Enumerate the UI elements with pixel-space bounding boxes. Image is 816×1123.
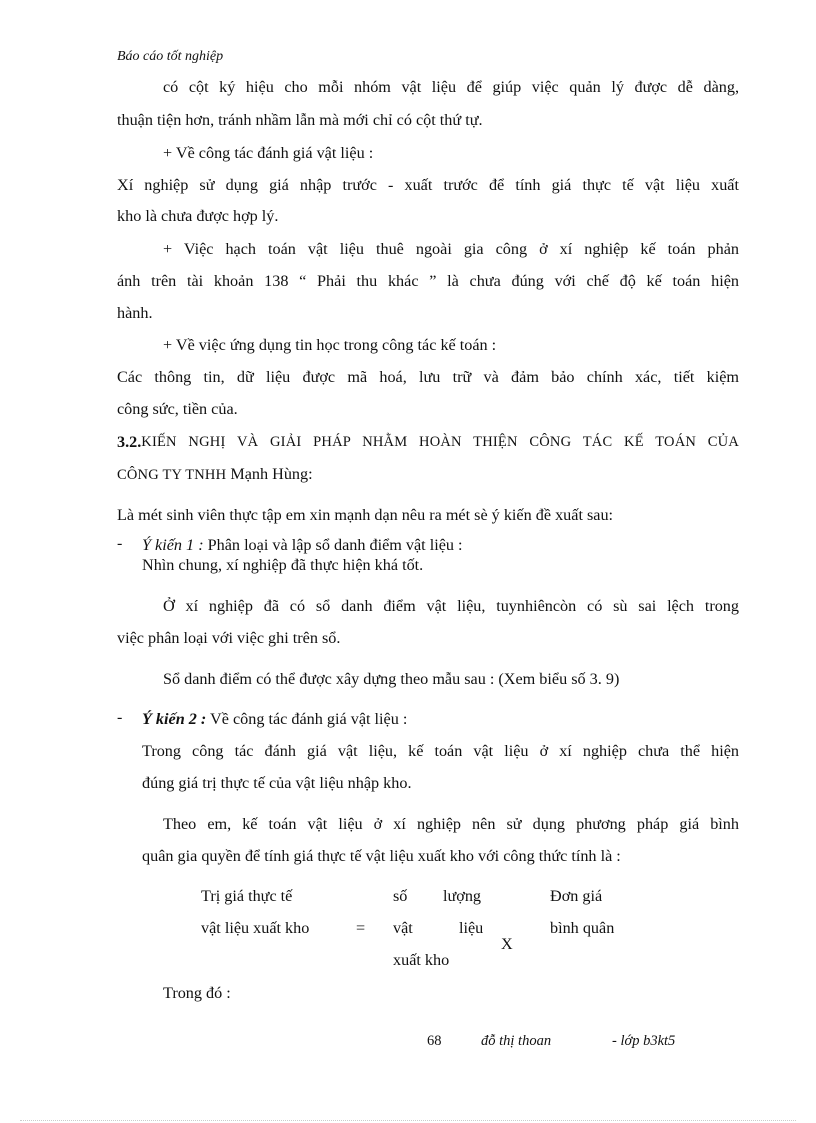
idea-2-line <box>142 709 407 729</box>
paragraph-line: có cột ký hiệu cho mỗi nhóm vật liệu để giúp việc quản lý được dễ dàng, <box>163 78 739 96</box>
section-title: KIẾN NGHỊ VÀ GIẢI PHÁP NHẰM HOÀN THIỆN CÔNG TÁC KẾ TOÁN CỦA <box>141 434 739 450</box>
formula-lhs-line1: Trị giá thực tế <box>201 887 293 905</box>
paragraph-line: Theo em, kế toán vật liệu ở xí nghiệp nên sử dụng phương pháp giá bình <box>163 815 739 833</box>
formula-times: X <box>501 935 513 953</box>
paragraph-line: đúng giá trị thực tế của vật liệu nhập kho. <box>142 774 412 792</box>
idea-1-text: Phân loại và lập sổ danh điểm vật liệu : <box>203 536 463 554</box>
formula-mid-word: liệu <box>459 919 484 937</box>
paragraph-line: quân gia quyền để tính giá thực tế vật liệu xuất kho với công thức tính là : <box>142 847 621 865</box>
paragraph-line: Sổ danh điểm có thể được xây dựng theo mẫu sau : (Xem biểu số 3. 9) <box>163 670 620 688</box>
subheading: + Về công tác đánh giá vật liệu : <box>163 144 374 162</box>
paragraph-line: công sức, tiền của. <box>117 400 238 418</box>
paragraph-line: Nhìn chung, xí nghiệp đã thực hiện khá tốt. <box>142 556 424 574</box>
formula-rhs-line2: bình quân <box>550 919 615 937</box>
paragraph-line: kho là chưa được hợp lý. <box>117 207 279 225</box>
section-heading-line2 <box>117 464 313 485</box>
paragraph-line: Trong công tác đánh giá vật liệu, kế toán vật liệu ở xí nghiệp chưa thể hiện <box>142 742 739 760</box>
paragraph-line: hành. <box>117 304 153 322</box>
section-title-name: Mạnh Hùng: <box>226 465 313 483</box>
paragraph-line: việc phân loại với việc ghi trên sổ. <box>117 629 341 647</box>
idea-1-line <box>142 535 463 555</box>
formula-rhs-line1: Đơn giá <box>550 887 603 905</box>
formula-lhs-line2: vật liệu xuất kho <box>201 919 310 937</box>
paragraph-line: thuận tiện hơn, tránh nhầm lẫn mà mới chỉ có cột thứ tự. <box>117 111 483 129</box>
idea-2-text: Về công tác đánh giá vật liệu : <box>206 710 408 728</box>
paragraph-line: Ở xí nghiệp đã có sổ danh điểm vật liệu, tuynhiêncòn có sù sai lệch trong <box>163 597 739 615</box>
bullet-dash: - <box>117 535 123 552</box>
paragraph-line: + Việc hạch toán vật liệu thuê ngoài gia công ở xí nghiệp kế toán phản <box>163 240 739 258</box>
paragraph-line: Xí nghiệp sử dụng giá nhập trước - xuất trước để tính giá thực tế vật liệu xuất <box>117 176 739 194</box>
section-heading <box>117 432 739 452</box>
bullet-dash: - <box>117 709 123 726</box>
formula-mid-word: số <box>393 887 408 905</box>
paragraph-line: Các thông tin, dữ liệu được mã hoá, lưu trữ và đảm bảo chính xác, tiết kiệm <box>117 368 739 386</box>
formula-mid-word: lượng <box>443 887 482 905</box>
section-number: 3.2. <box>117 433 142 451</box>
running-header: Báo cáo tốt nghiệp <box>117 49 224 64</box>
formula-equals: = <box>356 919 366 937</box>
intro-line: Là mét sinh viên thực tập em xin mạnh dạn nêu ra mét sè ý kiến đề xuất sau: <box>117 506 614 524</box>
footer-author: đỗ thị thoan <box>481 1033 552 1049</box>
paragraph-line: ánh trên tài khoản 138 “ Phải thu khác ” là chưa đúng với chế độ kế toán hiện <box>117 272 739 290</box>
formula-mid-word: vật <box>393 919 413 937</box>
idea-1-label: Ý kiến 1 : <box>142 536 204 554</box>
page-bottom-rule <box>20 1120 796 1121</box>
section-title-company: CÔNG TY TNHH <box>117 467 227 483</box>
footer-class: - lớp b3kt5 <box>612 1033 676 1049</box>
formula-mid-word: xuất kho <box>393 951 450 969</box>
idea-2-label: Ý kiến 2 : <box>142 710 207 728</box>
paragraph-line: Trong đó : <box>163 984 231 1002</box>
subheading: + Về việc ứng dụng tin học trong công tác kế toán : <box>163 336 497 354</box>
page-number: 68 <box>427 1033 442 1049</box>
